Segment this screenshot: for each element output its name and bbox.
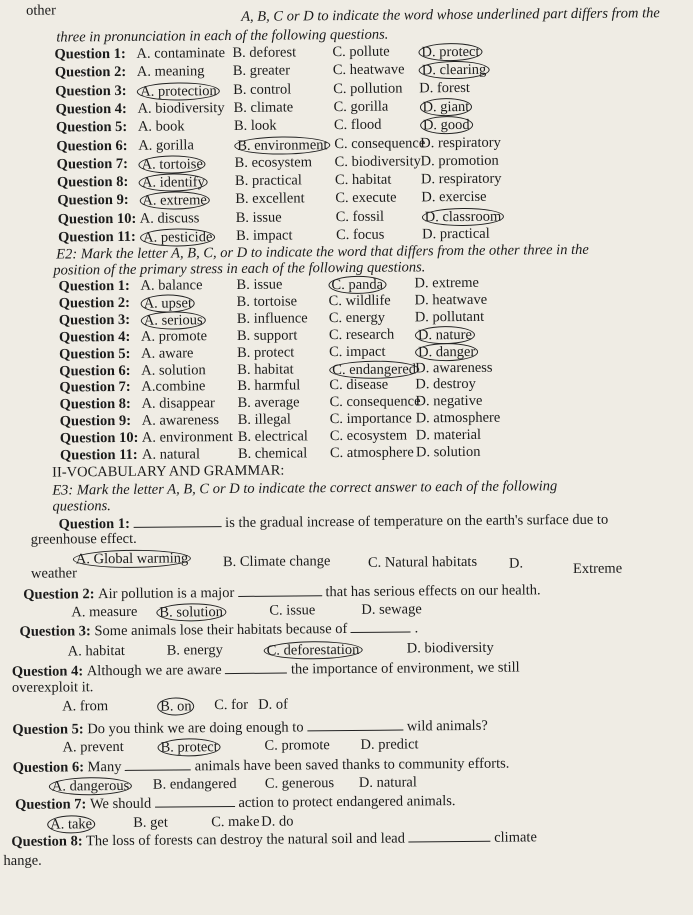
option-b[interactable]: B. greater [232,62,291,80]
option-a[interactable]: A. protection [137,82,220,101]
question-text: Air pollution is a major [98,584,238,603]
option-b[interactable]: B. endangered [152,775,237,793]
option-a[interactable]: A. meaning [136,63,205,81]
question-text: Do you think we are doing enough to [87,719,308,738]
option-b[interactable]: B. climate [233,99,294,116]
question-text-after: climate [494,829,537,846]
option-b[interactable]: B. habitat [237,360,294,378]
option-d[interactable]: D. danger [415,342,478,361]
option-b[interactable]: B. issue [236,276,283,293]
question-row [57,151,657,172]
question-number: Question 9: [59,413,132,430]
question-number: Question 4: [58,328,131,346]
answer-blank[interactable] [307,718,403,732]
option-c[interactable]: C. gorilla [333,98,389,115]
g2-options [1,599,641,621]
option-c[interactable]: C. make [211,813,260,831]
option-b[interactable]: B. energy [166,642,223,659]
option-a[interactable]: A. habitat [67,642,125,660]
option-a[interactable]: A. from [62,698,109,715]
question-number: Question 4: [11,663,87,680]
option-b[interactable]: B. electrical [237,428,308,446]
g7-options [3,810,643,832]
option-c[interactable]: C. panda [328,276,386,295]
e1-heading: A, B, C or D to indicate the word whose underlined part differs from the [241,5,660,25]
question-row [55,78,655,99]
g5-options [2,734,642,756]
option-d[interactable]: D. solution [415,443,481,461]
question-row [55,96,655,117]
option-d[interactable]: D. do [261,813,294,830]
option-c[interactable]: C. heatwave [332,61,405,79]
question-number: Question 10: [57,210,137,228]
question-number: Question 8: [56,173,129,191]
question-number: Question 7: [14,796,91,813]
question-number: Question 8: [59,396,131,413]
question-number: Question 8: [11,833,83,850]
question-number: Question 4: [55,100,127,118]
section-title: II-VOCABULARY AND GRAMMAR: [52,462,285,481]
option-c[interactable]: C. pollute [332,43,390,61]
option-b[interactable]: B. impact [236,227,293,244]
option-c[interactable]: C. flood [333,116,382,134]
question-text-after: the importance of environment, we still [287,659,520,678]
option-c[interactable]: C. endangered [329,360,419,379]
option-a[interactable]: A. awareness [141,412,220,429]
question-number: Question 5: [59,345,131,363]
option-d[interactable]: D. of [258,696,289,713]
option-b[interactable]: B. average [237,394,300,412]
option-a[interactable]: A. Global warming [73,550,191,567]
option-a[interactable]: A. promote [140,327,208,345]
g3-question [19,619,418,639]
question-text-after: that has serious effects on our health. [321,582,541,601]
question-number: Question 6: [59,362,131,380]
option-d[interactable]: D. natural [358,774,417,791]
question-number: Question 3: [19,623,95,640]
g6-options [3,772,643,794]
answer-blank[interactable] [155,794,235,808]
option-d[interactable]: D. predict [360,736,419,753]
question-text: Many [87,758,126,776]
option-d[interactable]: D. [508,555,524,572]
e2-heading-2: position of the primary stress in each of the following questions. [53,259,426,279]
option-a[interactable]: A. upset [141,294,195,312]
option-c[interactable]: C. for [214,696,249,714]
option-b[interactable]: B. practical [234,172,302,190]
question-text-after: wild animals? [403,717,488,735]
option-b[interactable]: B. issue [235,209,282,226]
e1-heading-2: three in pronunciation in each of the following questions. [56,26,389,46]
option-c[interactable]: C. execute [335,189,397,207]
e3-heading: E3: Mark the letter A, B, C or D to indicate the correct answer to each of the following [52,478,558,499]
question-text: Some animals lose their habitats because of [94,620,352,640]
question-text-after: animals have been saved thanks to community efforts. [191,755,510,775]
option-d[interactable]: D. awareness [415,359,493,376]
header-left: other [26,2,56,19]
question-number: Question 1: [58,515,130,533]
option-a[interactable]: A. biodiversity [137,99,225,117]
option-c[interactable]: C. disease [329,377,389,394]
option-a[interactable]: A. tortoise [139,155,206,174]
option-d[interactable]: D. nature [415,326,475,345]
option-b[interactable]: B. excellent [235,190,305,208]
option-b[interactable]: B. get [133,814,168,831]
option-a[interactable]: A. measure [71,603,138,621]
option-a[interactable]: A. identify [139,173,208,192]
option-d[interactable]: D. negative [415,393,483,410]
question-number: Question 3: [55,82,127,100]
answer-blank[interactable] [351,619,411,633]
question-number: Question 11: [59,446,138,464]
answer-blank[interactable] [408,829,490,843]
option-b[interactable]: B. solution [156,603,226,622]
question-number: Question 2: [23,586,99,603]
option-d[interactable]: D. classroom [422,207,505,226]
option-d[interactable]: D. respiratory [420,134,501,151]
option-a[interactable]: A. solution [141,361,206,379]
question-row [57,188,657,209]
option-a[interactable]: A. prevent [62,738,124,756]
option-c[interactable]: C. energy [328,309,385,326]
option-a[interactable]: A. serious [141,311,206,330]
g5-question [12,717,488,738]
question-number: Question 5: [12,721,88,738]
g1-question [59,511,609,533]
option-d[interactable]: D. extreme [414,274,479,292]
option-c[interactable]: C. pollution [333,80,403,97]
option-b[interactable]: B. on [157,697,195,715]
option-c[interactable]: C. research [328,326,395,343]
option-c[interactable]: C. impact [329,343,386,360]
e3-heading-2: questions. [52,498,111,515]
option-d[interactable]: D. sewage [361,601,422,618]
option-d[interactable]: D. practical [421,225,490,243]
option-b[interactable]: B. illegal [237,411,291,429]
question-row [57,169,657,190]
option-c[interactable]: C. focus [336,226,385,244]
question-row [55,60,655,81]
question-text-after: action to protect endangered animals. [234,793,456,811]
question-number: Question 5: [55,119,128,136]
option-a[interactable]: A. aware [141,344,194,362]
option-a[interactable]: A. disappear [141,395,215,413]
option-c[interactable]: C. fossil [335,208,385,225]
g1-options [31,546,671,586]
question-number: Question 3: [58,311,131,329]
option-d[interactable]: D. clearing [419,61,490,80]
question-number: Question 11: [58,228,136,246]
g4-options [2,693,642,715]
answer-blank[interactable] [225,661,287,675]
g4-question [12,658,520,679]
option-c[interactable]: C. biodiversity [334,153,421,170]
question-text: We should [89,795,155,813]
g6-question [13,755,510,776]
option-c[interactable]: C. issue [269,602,316,619]
option-d[interactable]: D. pollutant [414,308,485,326]
answer-blank[interactable] [238,583,322,597]
option-a[interactable]: A. natural [141,446,201,463]
option-c[interactable]: C. wildlife [328,292,391,310]
option-d[interactable]: D. material [415,426,482,444]
question-row [56,114,656,135]
question-row [58,206,658,227]
option-d[interactable]: D. respiratory [420,170,502,188]
option-d[interactable]: D. giant [419,98,472,116]
option-c[interactable]: C. deforestation [264,641,363,660]
option-d[interactable]: D. biodiversity [406,639,494,657]
option-d[interactable]: D. forest [419,79,470,96]
option-b[interactable]: B. influence [236,310,308,327]
option-a[interactable]: A. gorilla [138,136,194,154]
option-c[interactable]: C. habitat [334,171,392,189]
option-a[interactable]: A. discuss [139,209,200,227]
option-a[interactable]: A. contaminate [136,45,226,62]
g2-question [23,581,541,603]
option-c[interactable]: C. ecosystem [329,427,408,445]
question-number: Question 6: [12,759,88,776]
option-a[interactable]: A. extreme [139,192,210,211]
option-c[interactable]: C. promote [264,737,330,754]
option-b[interactable]: B. environment [234,136,330,155]
option-d[interactable]: D. heatwave [414,291,488,309]
option-d[interactable]: D. exercise [421,189,487,206]
option-c[interactable]: C. atmosphere [329,444,414,462]
option-b[interactable]: B. protect [157,738,220,757]
option-d[interactable]: D. atmosphere [415,409,501,427]
answer-blank[interactable] [133,514,221,528]
question-number: Question 1: [58,277,130,295]
question-text: The loss of forests can destroy the natural soil and lead [85,830,406,850]
option-b[interactable]: B. deforest [232,44,297,61]
g8-question [11,828,537,850]
question-row [56,133,656,154]
question-number: Question 7: [56,155,128,173]
option-a[interactable]: A. take [47,815,95,833]
g8-question-cont: hange. [3,852,42,870]
g1-question-cont: greenhouse effect. [30,530,137,548]
option-b[interactable]: B. ecosystem [234,154,313,171]
option-c[interactable]: C. generous [264,775,335,792]
g3-options [2,638,642,660]
option-b[interactable]: B. chemical [237,445,308,462]
option-a[interactable]: A. balance [140,277,203,294]
option-c[interactable]: C. Natural habitats [367,553,478,571]
option-d[interactable]: D. destroy [415,376,476,393]
option-d-text: Extreme [572,560,623,578]
question-number: Question 6: [56,137,128,155]
question-number: Question 7: [59,379,131,396]
option-b[interactable]: B. look [233,117,277,135]
option-a[interactable]: A. pesticide [140,228,215,247]
question-text: Although we are aware [86,662,226,680]
question-number: Question 2: [58,294,131,312]
option-c[interactable]: C. consequence [334,134,426,152]
option-a[interactable]: A. book [137,118,185,135]
e2-heading: E2: Mark the letter A, B, C, or D to indicate the word that differs from the other three in the [56,241,589,263]
g4-question-cont: overexploit it. [11,679,94,696]
question-number: Question 10: [59,429,139,447]
g7-question [15,792,456,813]
option-b[interactable]: B. harmful [237,377,301,395]
option-c[interactable]: C. importance [329,410,412,428]
option-b[interactable]: B. support [236,327,298,344]
option-c[interactable]: C. consequence [329,393,421,411]
option-b[interactable]: B. Climate change [222,553,331,571]
option-d[interactable]: D. promotion [420,152,499,170]
answer-blank[interactable] [125,757,191,771]
question-number: Question 9: [57,192,129,209]
option-d[interactable]: D. protect [418,43,482,62]
question-text: is the gradual increase of temperature on the earth's surface due to [225,511,609,532]
option-b[interactable]: B. tortoise [236,293,298,310]
option-a[interactable]: A. environment [141,429,233,446]
g1-cont: weather [30,565,77,582]
option-d[interactable]: D. good [420,116,473,134]
question-text-after: . [410,620,419,637]
option-b[interactable]: B. protect [237,344,295,361]
option-a[interactable]: A.combine [141,378,206,396]
option-b[interactable]: B. control [233,81,292,98]
option-a[interactable]: A. dangerous [49,777,132,796]
question-number: Question 1: [54,45,126,63]
question-number: Question 2: [54,64,127,81]
